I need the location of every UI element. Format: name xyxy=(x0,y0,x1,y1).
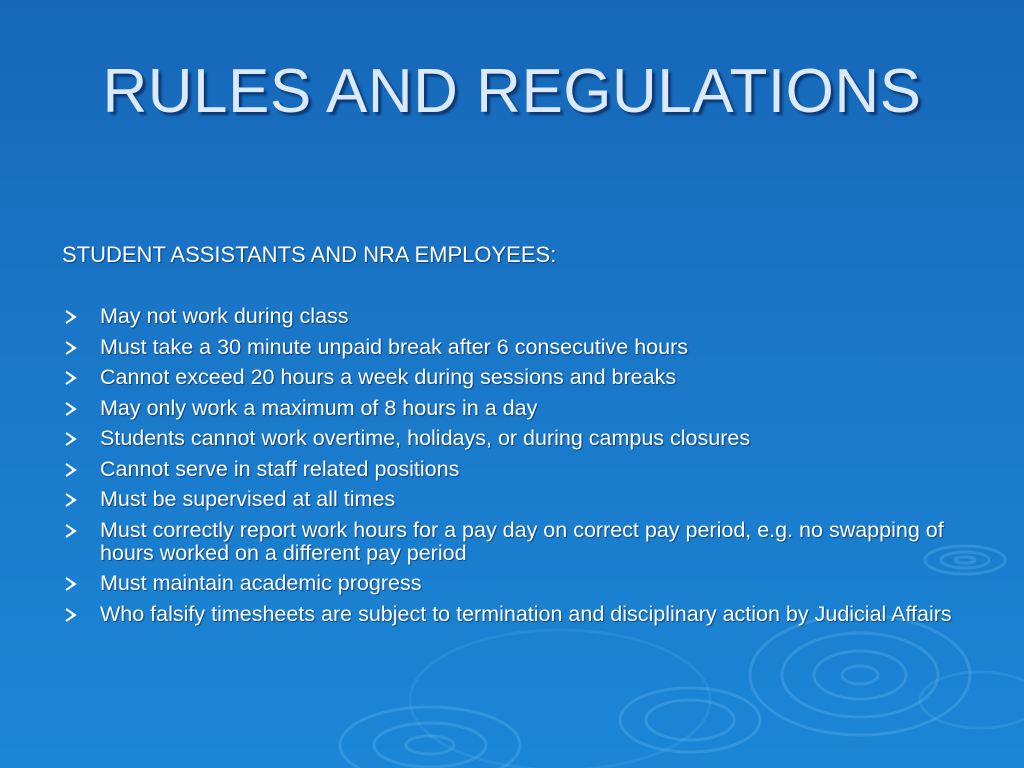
bullet-text: Must be supervised at all times xyxy=(100,487,396,511)
bullet-item xyxy=(62,519,982,565)
arrow-bullet-icon xyxy=(64,367,78,387)
arrow-bullet-icon xyxy=(64,306,78,326)
bullet-text: Must correctly report work hours for a pay day on correct pay period, e.g. no swapping of hours worked on a different pay period xyxy=(100,517,944,565)
slide-title: RULES AND REGULATIONS xyxy=(102,57,922,126)
arrow-bullet-icon xyxy=(64,398,78,418)
bullet-text: Must take a 30 minute unpaid break after 6 consecutive hours xyxy=(100,334,689,359)
bullet-item xyxy=(62,603,982,626)
bullet-item xyxy=(62,397,982,420)
arrow-bullet-icon xyxy=(64,604,78,624)
rules-bullet-list xyxy=(62,305,982,633)
bullet-item xyxy=(62,427,982,450)
arrow-bullet-icon xyxy=(64,573,78,593)
arrow-bullet-icon xyxy=(64,337,78,357)
bullet-item xyxy=(62,336,982,359)
bullet-text: Who falsify timesheets are subject to termination and disciplinary action by Judicial Affairs xyxy=(100,601,952,626)
bullet-text: Students cannot work overtime, holidays, or during campus closures xyxy=(100,426,751,450)
arrow-bullet-icon xyxy=(64,489,78,509)
bullet-item xyxy=(62,572,982,595)
slide-subheading: STUDENT ASSISTANTS AND NRA EMPLOYEES: xyxy=(62,242,557,267)
bullet-text: Cannot serve in staff related positions xyxy=(100,456,460,481)
bullet-item xyxy=(62,488,982,511)
bullet-item xyxy=(62,366,982,389)
bullet-text: Cannot exceed 20 hours a week during sessions and breaks xyxy=(100,365,677,389)
bullet-item xyxy=(62,305,982,328)
bullet-text: Must maintain academic progress xyxy=(100,571,422,595)
bullet-text: May only work a maximum of 8 hours in a day xyxy=(100,395,538,420)
bullet-text: May not work during class xyxy=(100,304,349,328)
arrow-bullet-icon xyxy=(64,459,78,479)
arrow-bullet-icon xyxy=(64,520,78,540)
bullet-item xyxy=(62,458,982,481)
arrow-bullet-icon xyxy=(64,428,78,448)
